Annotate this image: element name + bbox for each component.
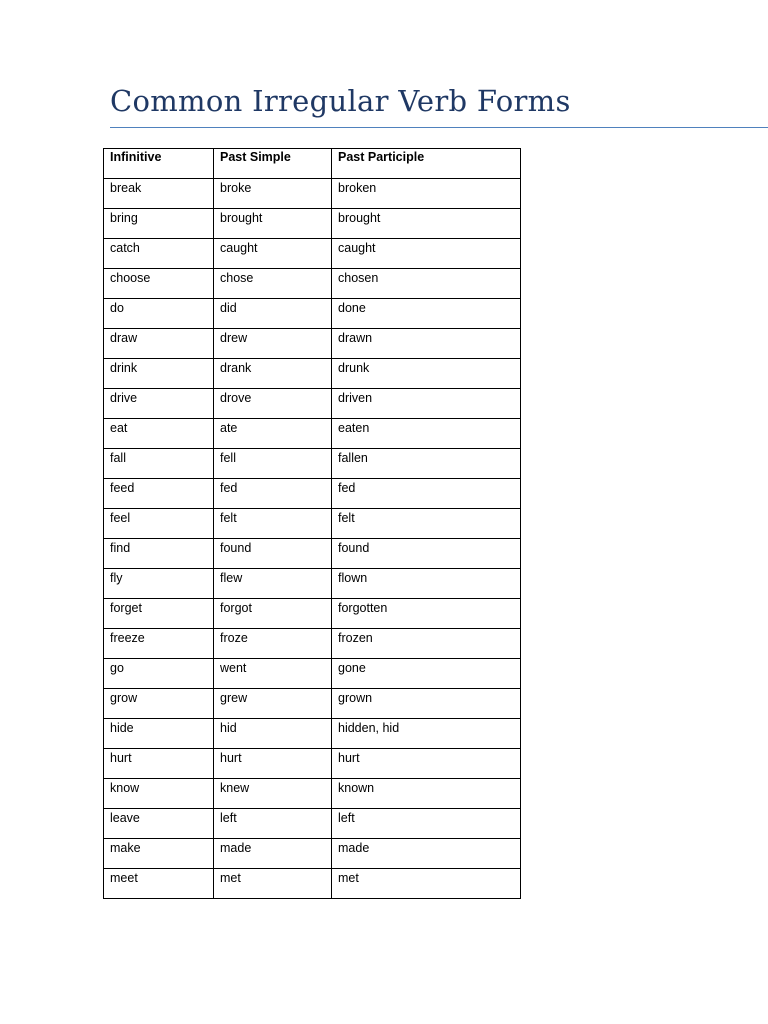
- cell-infinitive: fly: [104, 569, 214, 599]
- cell-past-participle: brought: [332, 209, 521, 239]
- cell-infinitive: meet: [104, 869, 214, 899]
- table-row: [104, 599, 521, 629]
- cell-past-participle: drawn: [332, 329, 521, 359]
- table-row: [104, 629, 521, 659]
- cell-past-simple: knew: [214, 779, 332, 809]
- cell-past-simple: found: [214, 539, 332, 569]
- cell-past-participle: found: [332, 539, 521, 569]
- table-row: [104, 689, 521, 719]
- cell-past-participle: hidden, hid: [332, 719, 521, 749]
- cell-past-simple: broke: [214, 179, 332, 209]
- cell-past-participle: flown: [332, 569, 521, 599]
- cell-past-simple: ate: [214, 419, 332, 449]
- cell-past-simple: did: [214, 299, 332, 329]
- cell-past-simple: hid: [214, 719, 332, 749]
- cell-past-participle: hurt: [332, 749, 521, 779]
- cell-past-participle: drunk: [332, 359, 521, 389]
- cell-past-simple: left: [214, 809, 332, 839]
- cell-past-participle: eaten: [332, 419, 521, 449]
- cell-past-simple: forgot: [214, 599, 332, 629]
- table-row: [104, 779, 521, 809]
- cell-past-participle: forgotten: [332, 599, 521, 629]
- cell-infinitive: do: [104, 299, 214, 329]
- cell-past-simple: hurt: [214, 749, 332, 779]
- cell-past-participle: broken: [332, 179, 521, 209]
- table-row: [104, 569, 521, 599]
- table-row: [104, 419, 521, 449]
- cell-infinitive: eat: [104, 419, 214, 449]
- cell-past-participle: frozen: [332, 629, 521, 659]
- cell-infinitive: fall: [104, 449, 214, 479]
- cell-past-simple: froze: [214, 629, 332, 659]
- cell-past-simple: chose: [214, 269, 332, 299]
- cell-infinitive: hurt: [104, 749, 214, 779]
- irregular-verb-table: [103, 148, 521, 899]
- cell-past-participle: grown: [332, 689, 521, 719]
- cell-past-simple: fell: [214, 449, 332, 479]
- cell-infinitive: draw: [104, 329, 214, 359]
- table-row: [104, 179, 521, 209]
- cell-infinitive: grow: [104, 689, 214, 719]
- table-row: [104, 719, 521, 749]
- table-row: [104, 299, 521, 329]
- cell-infinitive: break: [104, 179, 214, 209]
- cell-past-simple: felt: [214, 509, 332, 539]
- cell-past-participle: met: [332, 869, 521, 899]
- cell-past-simple: made: [214, 839, 332, 869]
- cell-infinitive: hide: [104, 719, 214, 749]
- table-row: [104, 809, 521, 839]
- cell-infinitive: leave: [104, 809, 214, 839]
- cell-past-simple: brought: [214, 209, 332, 239]
- cell-past-simple: caught: [214, 239, 332, 269]
- cell-infinitive: feed: [104, 479, 214, 509]
- table-header-row: [104, 149, 521, 179]
- table-row: [104, 749, 521, 779]
- cell-past-simple: drank: [214, 359, 332, 389]
- cell-past-simple: grew: [214, 689, 332, 719]
- cell-infinitive: choose: [104, 269, 214, 299]
- document-title: Common Irregular Verb Forms: [110, 84, 571, 118]
- table-row: [104, 509, 521, 539]
- table-row: [104, 269, 521, 299]
- cell-infinitive: go: [104, 659, 214, 689]
- cell-infinitive: catch: [104, 239, 214, 269]
- table-row: [104, 449, 521, 479]
- cell-past-participle: chosen: [332, 269, 521, 299]
- cell-past-participle: gone: [332, 659, 521, 689]
- cell-past-simple: went: [214, 659, 332, 689]
- cell-past-participle: caught: [332, 239, 521, 269]
- table-row: [104, 359, 521, 389]
- table-row: [104, 479, 521, 509]
- cell-infinitive: forget: [104, 599, 214, 629]
- table-row: [104, 209, 521, 239]
- table-row: [104, 239, 521, 269]
- header-infinitive: Infinitive: [104, 149, 214, 179]
- table-row: [104, 389, 521, 419]
- header-past-simple: Past Simple: [214, 149, 332, 179]
- cell-past-participle: driven: [332, 389, 521, 419]
- table-row: [104, 659, 521, 689]
- cell-infinitive: drive: [104, 389, 214, 419]
- cell-past-participle: felt: [332, 509, 521, 539]
- table-row: [104, 869, 521, 899]
- table-row: [104, 539, 521, 569]
- title-underline-rule: [110, 127, 768, 128]
- table-row: [104, 329, 521, 359]
- cell-past-simple: drove: [214, 389, 332, 419]
- cell-past-simple: drew: [214, 329, 332, 359]
- cell-infinitive: feel: [104, 509, 214, 539]
- cell-infinitive: know: [104, 779, 214, 809]
- cell-past-simple: flew: [214, 569, 332, 599]
- cell-past-simple: met: [214, 869, 332, 899]
- table-row: [104, 839, 521, 869]
- cell-past-participle: known: [332, 779, 521, 809]
- cell-past-participle: left: [332, 809, 521, 839]
- cell-past-participle: made: [332, 839, 521, 869]
- cell-past-participle: done: [332, 299, 521, 329]
- header-past-participle: Past Participle: [332, 149, 521, 179]
- cell-infinitive: make: [104, 839, 214, 869]
- cell-infinitive: drink: [104, 359, 214, 389]
- cell-infinitive: bring: [104, 209, 214, 239]
- cell-infinitive: freeze: [104, 629, 214, 659]
- cell-past-simple: fed: [214, 479, 332, 509]
- cell-past-participle: fed: [332, 479, 521, 509]
- cell-infinitive: find: [104, 539, 214, 569]
- cell-past-participle: fallen: [332, 449, 521, 479]
